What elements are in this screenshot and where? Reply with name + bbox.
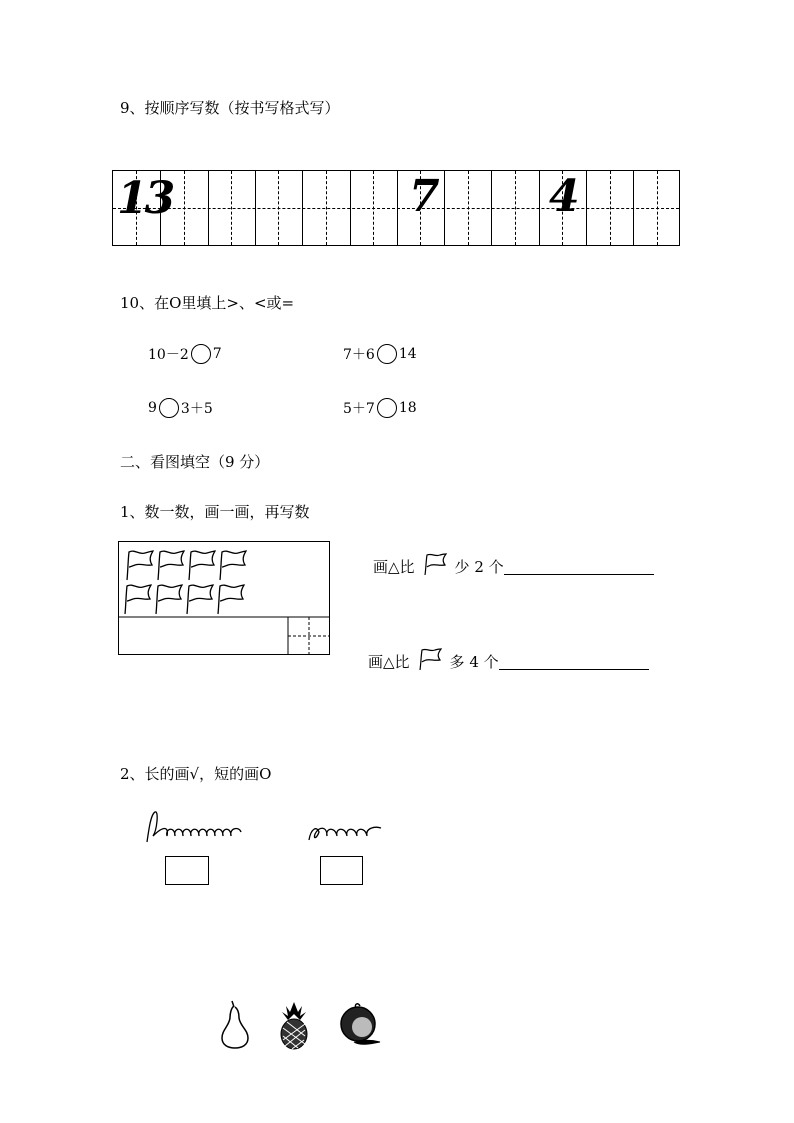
expr-right: 18 bbox=[398, 400, 417, 416]
flag-icon bbox=[220, 551, 246, 580]
compare-item-4 bbox=[343, 398, 417, 418]
pineapple-icon bbox=[276, 1000, 312, 1052]
expr-right: 3＋5 bbox=[180, 401, 213, 417]
expr-left: 9 bbox=[148, 400, 157, 416]
expr-left: 10－2 bbox=[148, 347, 189, 363]
expr-right: 14 bbox=[398, 346, 417, 362]
section2-title: 二、看图填空（9 分） bbox=[120, 453, 270, 471]
q2-2-title: 2、长的画√，短的画O bbox=[120, 765, 272, 783]
flag-icon bbox=[187, 585, 213, 614]
grid-midline bbox=[113, 208, 679, 209]
answer-box-short[interactable] bbox=[320, 856, 363, 885]
writing-grid bbox=[112, 170, 680, 246]
answer-line-2[interactable] bbox=[499, 655, 649, 670]
q2-1-title: 1、数一数，画一画，再写数 bbox=[120, 503, 310, 521]
short-spring-icon bbox=[307, 818, 387, 844]
flag-icon bbox=[158, 551, 184, 580]
flags-drawing bbox=[119, 542, 329, 654]
flag-icon bbox=[127, 551, 153, 580]
flag-icon bbox=[189, 551, 215, 580]
q10-title: 10、在O里填上>、<或= bbox=[120, 294, 295, 312]
compare-item-2 bbox=[343, 344, 417, 364]
answer-line-1[interactable] bbox=[504, 560, 654, 575]
grid-number-13: 13 bbox=[117, 173, 173, 224]
line2-suffix: 多 4 个 bbox=[449, 653, 499, 671]
flag-box bbox=[118, 541, 330, 655]
line1-prefix: 画△比 bbox=[373, 558, 415, 576]
line2-prefix: 画△比 bbox=[368, 653, 410, 671]
compare-item-1 bbox=[148, 344, 222, 364]
answer-box-long[interactable] bbox=[165, 856, 209, 885]
flag-icon bbox=[218, 585, 244, 614]
q2-1-line2 bbox=[368, 648, 649, 670]
long-spring-icon bbox=[145, 808, 245, 844]
flag-icon bbox=[156, 585, 182, 614]
answer-circle[interactable] bbox=[377, 344, 397, 364]
flag-icon bbox=[125, 585, 151, 614]
grid-number-4: 4 bbox=[549, 171, 580, 222]
flag-icon bbox=[416, 648, 444, 670]
compare-item-3 bbox=[148, 398, 213, 418]
expr-right: 7 bbox=[212, 346, 222, 362]
expr-left: 5＋7 bbox=[343, 401, 375, 417]
peach-icon bbox=[336, 1000, 386, 1050]
expr-left: 7＋6 bbox=[343, 347, 375, 363]
grid-number-7: 7 bbox=[409, 171, 440, 222]
q2-1-line1 bbox=[373, 553, 654, 575]
answer-circle[interactable] bbox=[159, 398, 179, 418]
q9-title: 9、按顺序写数（按书写格式写） bbox=[120, 99, 340, 117]
flag-icon bbox=[421, 553, 449, 575]
line1-suffix: 少 2 个 bbox=[454, 558, 504, 576]
answer-circle[interactable] bbox=[191, 344, 211, 364]
answer-circle[interactable] bbox=[377, 398, 397, 418]
pear-icon bbox=[218, 1000, 252, 1050]
